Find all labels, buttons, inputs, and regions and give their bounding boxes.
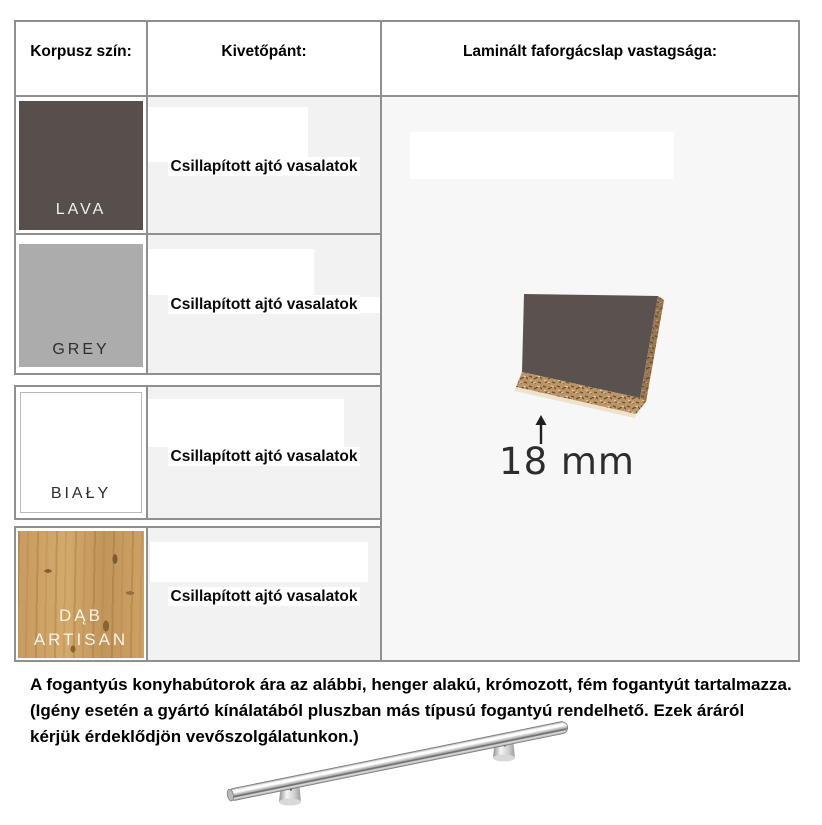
chrome-handle-image: [213, 698, 583, 825]
color-swatch-grey: [19, 244, 143, 367]
handle-note: A fogantyús konyhabútorok ára az alábbi, henger alakú, krómozott, fém fogantyút tartalmazza. (Igény esetén a gyártó kínálatából pluszban más típusú fogantyú rendelhető. Ezek áráról kérjük érdeklődjön vevőszolgálatunkon.): [30, 675, 792, 746]
swatch-cell-lava: [14, 95, 148, 235]
color-swatch-dab-artisan: [18, 531, 144, 658]
masked-area: [150, 542, 368, 582]
swatch-label: LAVA: [55, 201, 107, 218]
color-swatch-lava: [19, 101, 143, 230]
hinge-label: Csillapított ajtó vasalatok: [148, 448, 380, 466]
hinge-cell-row2: [146, 233, 382, 375]
swatch-cell-dab-artisan: [14, 526, 148, 662]
swatch-label: DĄB ARTISAN: [33, 606, 129, 649]
header-korpusz-szin: Korpusz szín:: [14, 20, 148, 97]
swatch-cell-bialy: [14, 385, 148, 520]
chipboard-image: [500, 284, 678, 427]
masked-area: [148, 399, 344, 447]
thickness-value: 18 mm: [499, 440, 635, 483]
hinge-label: Csillapított ajtó vasalatok: [148, 158, 380, 176]
hinge-cell-row3: [146, 385, 382, 520]
swatch-cell-grey: [14, 233, 148, 375]
swatch-label: GREY: [52, 341, 110, 358]
header-vastagsag: Laminált faforgácslap vastagsága:: [380, 20, 800, 97]
color-swatch-bialy: [20, 392, 142, 513]
masked-area: [148, 107, 308, 162]
masked-area: [410, 132, 674, 179]
thickness-cell: [380, 95, 800, 662]
hinge-cell-row4: [146, 526, 382, 662]
masked-area: [148, 249, 314, 295]
hinge-label: Csillapított ajtó vasalatok: [148, 296, 380, 314]
spec-table: [14, 20, 800, 662]
header-kivetopant: Kivetőpánt:: [146, 20, 382, 97]
hinge-cell-row1: [146, 95, 382, 235]
swatch-label: BIAŁY: [50, 485, 112, 502]
hinge-label: Csillapított ajtó vasalatok: [148, 588, 380, 606]
